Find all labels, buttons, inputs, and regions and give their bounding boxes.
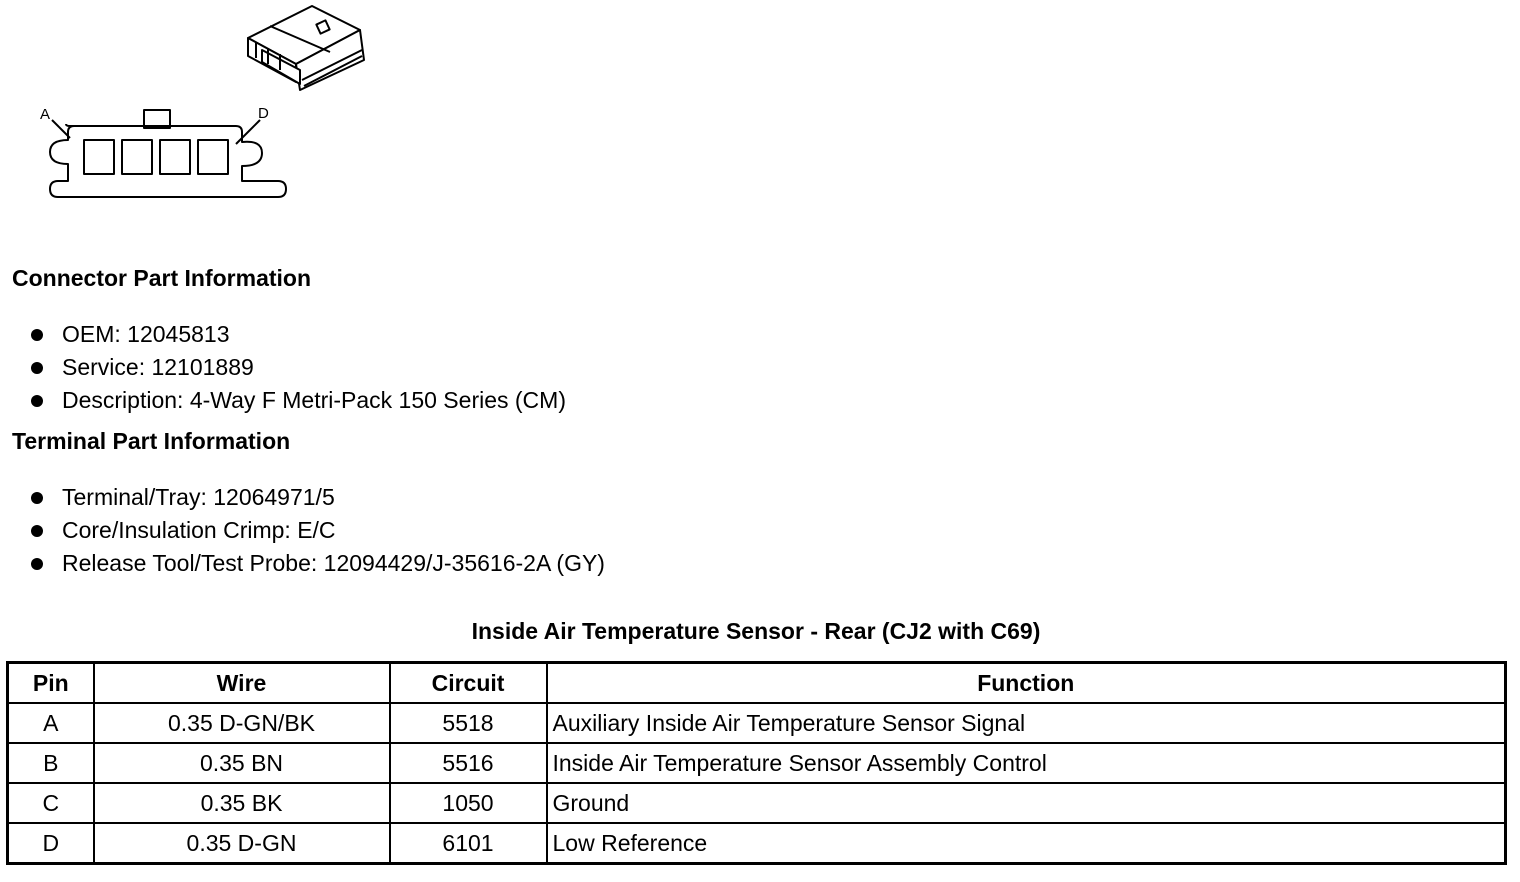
column-header-circuit: Circuit: [390, 663, 547, 704]
table-header-row: [8, 663, 1506, 704]
list-item-text: OEM: 12045813: [62, 321, 230, 347]
cell-circuit: 1050: [390, 783, 547, 823]
cell-pin: B: [8, 743, 94, 783]
connector-diagram: [0, 0, 400, 215]
bullet-icon: [31, 362, 43, 374]
connector-front-view: [50, 110, 286, 197]
pin-label-d: D: [258, 105, 269, 122]
column-header-function: Function: [547, 663, 1506, 704]
list-item-text: Service: 12101889: [62, 354, 254, 380]
bullet-icon: [31, 558, 43, 570]
table-row: [8, 703, 1506, 743]
list-item: [30, 318, 566, 351]
cell-pin: A: [8, 703, 94, 743]
bullet-icon: [31, 329, 43, 341]
cell-wire: 0.35 BN: [94, 743, 390, 783]
cell-function: Auxiliary Inside Air Temperature Sensor Signal: [547, 703, 1506, 743]
list-item: [30, 481, 605, 514]
cell-wire: 0.35 D-GN: [94, 823, 390, 864]
list-item: [30, 514, 605, 547]
cell-function: Ground: [547, 783, 1506, 823]
list-item-text: Core/Insulation Crimp: E/C: [62, 517, 336, 543]
cell-pin: D: [8, 823, 94, 864]
list-item: [30, 384, 566, 417]
connector-part-heading: Connector Part Information: [12, 265, 312, 291]
table-row: [8, 743, 1506, 783]
column-header-pin: Pin: [8, 663, 94, 704]
cell-function: Inside Air Temperature Sensor Assembly Control: [547, 743, 1506, 783]
connector-isometric-view: [248, 6, 364, 90]
table-title: Inside Air Temperature Sensor - Rear (CJ2 with C69): [471, 618, 1041, 644]
list-item: [30, 547, 605, 580]
cell-wire: 0.35 D-GN/BK: [94, 703, 390, 743]
cell-circuit: 6101: [390, 823, 547, 864]
terminal-part-heading: Terminal Part Information: [12, 428, 291, 454]
bullet-icon: [31, 492, 43, 504]
table-row: [8, 783, 1506, 823]
terminal-part-list: [30, 481, 605, 580]
list-item-text: Description: 4-Way F Metri-Pack 150 Series (CM): [62, 387, 566, 413]
bullet-icon: [31, 395, 43, 407]
list-item-text: Terminal/Tray: 12064971/5: [62, 484, 335, 510]
connector-part-list: [30, 318, 566, 417]
pinout-table: [6, 661, 1507, 865]
cell-circuit: 5516: [390, 743, 547, 783]
bullet-icon: [31, 525, 43, 537]
cell-circuit: 5518: [390, 703, 547, 743]
cell-function: Low Reference: [547, 823, 1506, 864]
table-row: [8, 823, 1506, 864]
pin-label-a: A: [40, 106, 51, 123]
list-item: [30, 351, 566, 384]
cell-wire: 0.35 BK: [94, 783, 390, 823]
cell-pin: C: [8, 783, 94, 823]
column-header-wire: Wire: [94, 663, 390, 704]
list-item-text: Release Tool/Test Probe: 12094429/J-35616-2A (GY): [62, 550, 605, 576]
